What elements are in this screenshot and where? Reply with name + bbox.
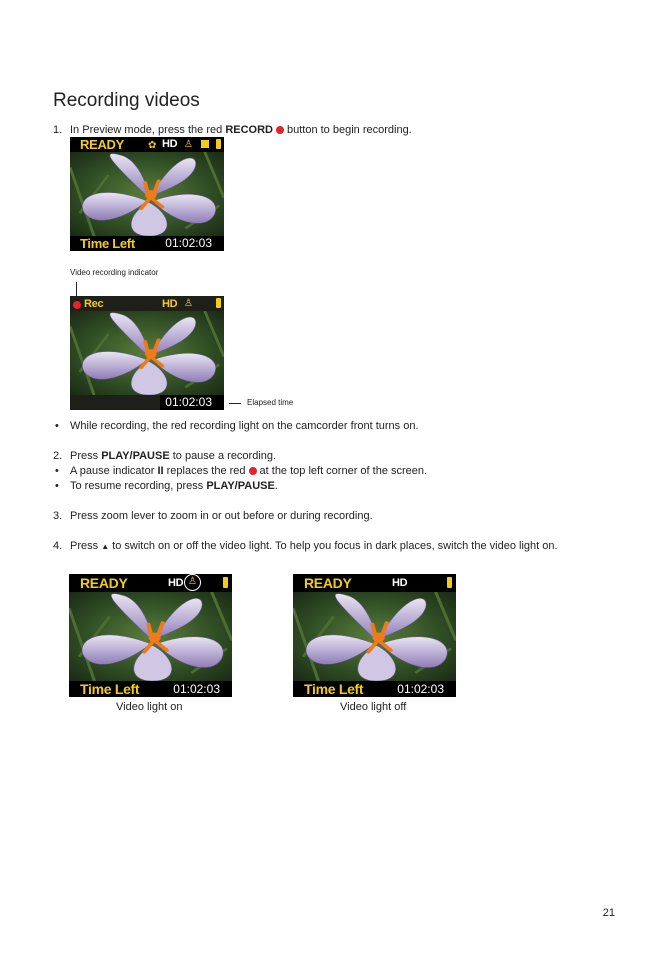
status-rec: Rec xyxy=(84,298,104,310)
step-2-pre: Press xyxy=(70,450,99,462)
memory-icon xyxy=(201,140,209,148)
time-left-label: Time Left xyxy=(304,681,364,697)
bullet-glyph: • xyxy=(55,480,59,492)
record-dot-icon xyxy=(249,467,257,475)
play-pause-label: PLAY/PAUSE xyxy=(101,450,170,462)
pause-post: at the top left corner of the screen. xyxy=(259,465,428,477)
preview-screen-ready xyxy=(70,137,224,251)
preview-screen-light-on xyxy=(69,574,232,697)
step-2-number: 2. xyxy=(53,450,63,462)
page-title: Recording videos xyxy=(53,90,200,111)
flower-photo xyxy=(70,152,224,236)
step-4-post: to switch on or off the video light. To help you focus in dark places, switch the video light on. xyxy=(112,540,558,552)
callout-recording-indicator: Video recording indicator xyxy=(70,268,159,277)
pause-glyph: II xyxy=(157,465,164,477)
play-pause-label: PLAY/PAUSE xyxy=(206,480,275,492)
time-left-label: Time Left xyxy=(80,236,135,251)
step-4-pre: Press xyxy=(70,540,99,552)
bullet-glyph: • xyxy=(55,420,59,432)
preview-screen-recording xyxy=(70,296,224,410)
caption-video-light-off: Video light off xyxy=(340,701,407,713)
callout-line-elapsed xyxy=(229,403,241,404)
resume-post: . xyxy=(274,480,278,492)
flower-photo xyxy=(70,311,224,395)
flower-photo xyxy=(293,592,456,681)
bullet-recording-light: While recording, the red recording light on the camcorder front turns on. xyxy=(70,420,419,432)
record-dot-icon xyxy=(276,126,284,134)
bullet-glyph: • xyxy=(55,465,59,477)
step-3-number: 3. xyxy=(53,510,63,522)
time-left-value: 01:02:03 xyxy=(173,682,220,696)
macro-icon: ✿ xyxy=(148,140,157,151)
hd-badge: HD xyxy=(392,577,408,589)
pause-mid: replaces the red xyxy=(166,465,246,477)
time-left-value: 01:02:03 xyxy=(397,682,444,696)
page-number: 21 xyxy=(602,907,615,919)
step-1-post: button to begin recording. xyxy=(286,124,412,136)
hd-badge: HD xyxy=(162,138,178,150)
caption-video-light-on: Video light on xyxy=(116,701,183,713)
step-1-pre: In Preview mode, press the red xyxy=(70,124,223,136)
step-3-text: Press zoom lever to zoom in or out before or during recording. xyxy=(70,510,373,522)
callout-line-indicator xyxy=(76,282,77,296)
battery-icon xyxy=(223,577,228,588)
step-4-text xyxy=(70,540,558,552)
video-light-icon: ♙ xyxy=(184,298,193,309)
step-2-text xyxy=(70,450,276,462)
record-button-label: RECORD xyxy=(225,124,273,136)
elapsed-time-value: 01:02:03 xyxy=(165,395,212,409)
pause-pre: A pause indicator xyxy=(70,465,155,477)
time-left-label: Time Left xyxy=(80,681,140,697)
step-1-number: 1. xyxy=(53,124,63,136)
up-arrow-icon: ▲ xyxy=(101,542,110,551)
callout-elapsed-time: Elapsed time xyxy=(247,398,294,407)
status-ready: READY xyxy=(304,575,352,591)
step-2-post: to pause a recording. xyxy=(172,450,277,462)
hd-badge: HD xyxy=(168,577,184,589)
resume-pre: To resume recording, press xyxy=(70,480,204,492)
bullet-resume xyxy=(70,480,278,492)
time-left-value: 01:02:03 xyxy=(165,236,212,250)
battery-icon xyxy=(447,577,452,588)
record-dot-icon xyxy=(73,301,81,309)
flower-photo xyxy=(69,592,232,681)
bullet-pause-indicator xyxy=(70,465,427,477)
status-ready: READY xyxy=(80,137,125,152)
video-light-icon: ♙ xyxy=(188,576,197,587)
battery-icon xyxy=(216,298,221,308)
video-light-icon: ♙ xyxy=(184,139,193,150)
battery-icon xyxy=(216,139,221,149)
step-1-text xyxy=(70,124,412,136)
preview-screen-light-off xyxy=(293,574,456,697)
hd-badge: HD xyxy=(162,298,178,310)
status-ready: READY xyxy=(80,575,128,591)
step-4-number: 4. xyxy=(53,540,63,552)
